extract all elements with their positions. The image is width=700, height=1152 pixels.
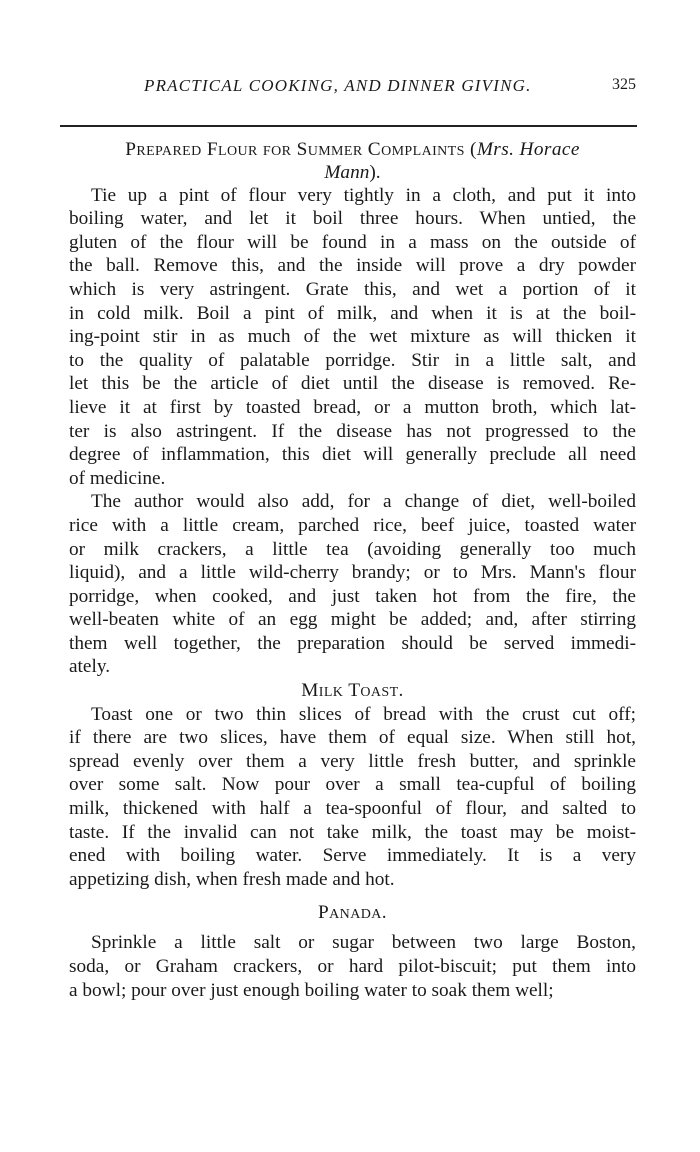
text-line: of medicine. <box>69 467 166 489</box>
text-line: lieve it at first by toasted bread, or a mutton broth, which lat- <box>69 396 636 418</box>
text-line: Tie up a pint of flour very tightly in a cloth, and put it into <box>91 184 636 206</box>
text-line: soda, or Graham crackers, or hard pilot-biscuit; put them into <box>69 956 636 977</box>
text-line: over some salt. Now pour over a small tea-cupful of boiling <box>69 774 636 796</box>
text-line: liquid), and a little wild-cherry brandy; or to Mrs. Mann's flour <box>69 562 636 584</box>
text-line: appetizing dish, when fresh made and hot. <box>69 868 395 890</box>
text-line: or milk crackers, a little tea (avoiding generally too much <box>69 538 636 560</box>
text-line: if there are two slices, have them of equal size. When still hot, <box>69 727 636 749</box>
text-line: well-beaten white of an egg might be added; and, after stirring <box>69 609 636 631</box>
text-line: which is very astringent. Grate this, and wet a portion of it <box>69 278 636 300</box>
text-line: The author would also add, for a change of diet, well-boiled <box>91 491 636 513</box>
text-line: to the quality of palatable porridge. Stir in a little salt, and <box>69 349 636 371</box>
recipe-title-continued <box>69 162 636 184</box>
title-end: ). <box>369 161 381 183</box>
running-head-title: PRACTICAL COOKING, AND DINNER GIVING. <box>144 76 532 95</box>
text-line: them well together, the preparation should be served immedi- <box>69 632 636 654</box>
running-head <box>60 76 636 102</box>
text-line: boiling water, and let it boil three hours. When untied, the <box>69 208 636 230</box>
page-body <box>69 138 636 1002</box>
text-line: let this be the article of diet until the disease is removed. Re- <box>69 373 636 395</box>
text-line: taste. If the invalid can not take milk, the toast may be moist- <box>69 821 636 843</box>
title-text: Prepared Flour for Summer Complaints ( <box>125 139 477 160</box>
text-line: a bowl; pour over just enough boiling water to soak them well; <box>69 979 554 1001</box>
text-line: the ball. Remove this, and the inside will prove a dry powder <box>69 255 636 277</box>
text-line: Toast one or two thin slices of bread with the crust cut off; <box>91 703 636 725</box>
text-line: milk, thickened with half a tea-spoonful of flour, and salted to <box>69 798 636 820</box>
text-line: gluten of the flour will be found in a mass on the outside of <box>69 231 636 253</box>
recipe-title <box>69 138 636 162</box>
text-line: Sprinkle a little salt or sugar between two large Boston, <box>91 932 636 954</box>
page-number: 325 <box>612 76 636 93</box>
recipe-title-panada: Panada. <box>318 902 387 924</box>
title-author-cont: Mann <box>324 161 370 183</box>
text-line: in cold milk. Boil a pint of milk, and when it is at the boil- <box>69 302 636 324</box>
text-line: ing-point stir in as much of the wet mixture as will thicken it <box>69 326 636 348</box>
text-line: ately. <box>69 656 111 678</box>
text-line: ened with boiling water. Serve immediately. It is a very <box>69 845 636 867</box>
text-line: ter is also astringent. If the disease has not progressed to the <box>69 420 636 442</box>
text-line: porridge, when cooked, and just taken hot from the fire, the <box>69 585 636 607</box>
recipe-title-milk-toast: Milk Toast. <box>301 680 404 702</box>
text-line: rice with a little cream, parched rice, beef juice, toasted water <box>69 514 636 536</box>
text-line: spread evenly over them a very little fresh butter, and sprinkle <box>69 750 636 772</box>
text-line: degree of inflammation, this diet will generally preclude all need <box>69 444 636 466</box>
header-rule <box>60 125 637 127</box>
title-author: Mrs. Horace <box>476 139 580 160</box>
spacer <box>69 891 636 899</box>
